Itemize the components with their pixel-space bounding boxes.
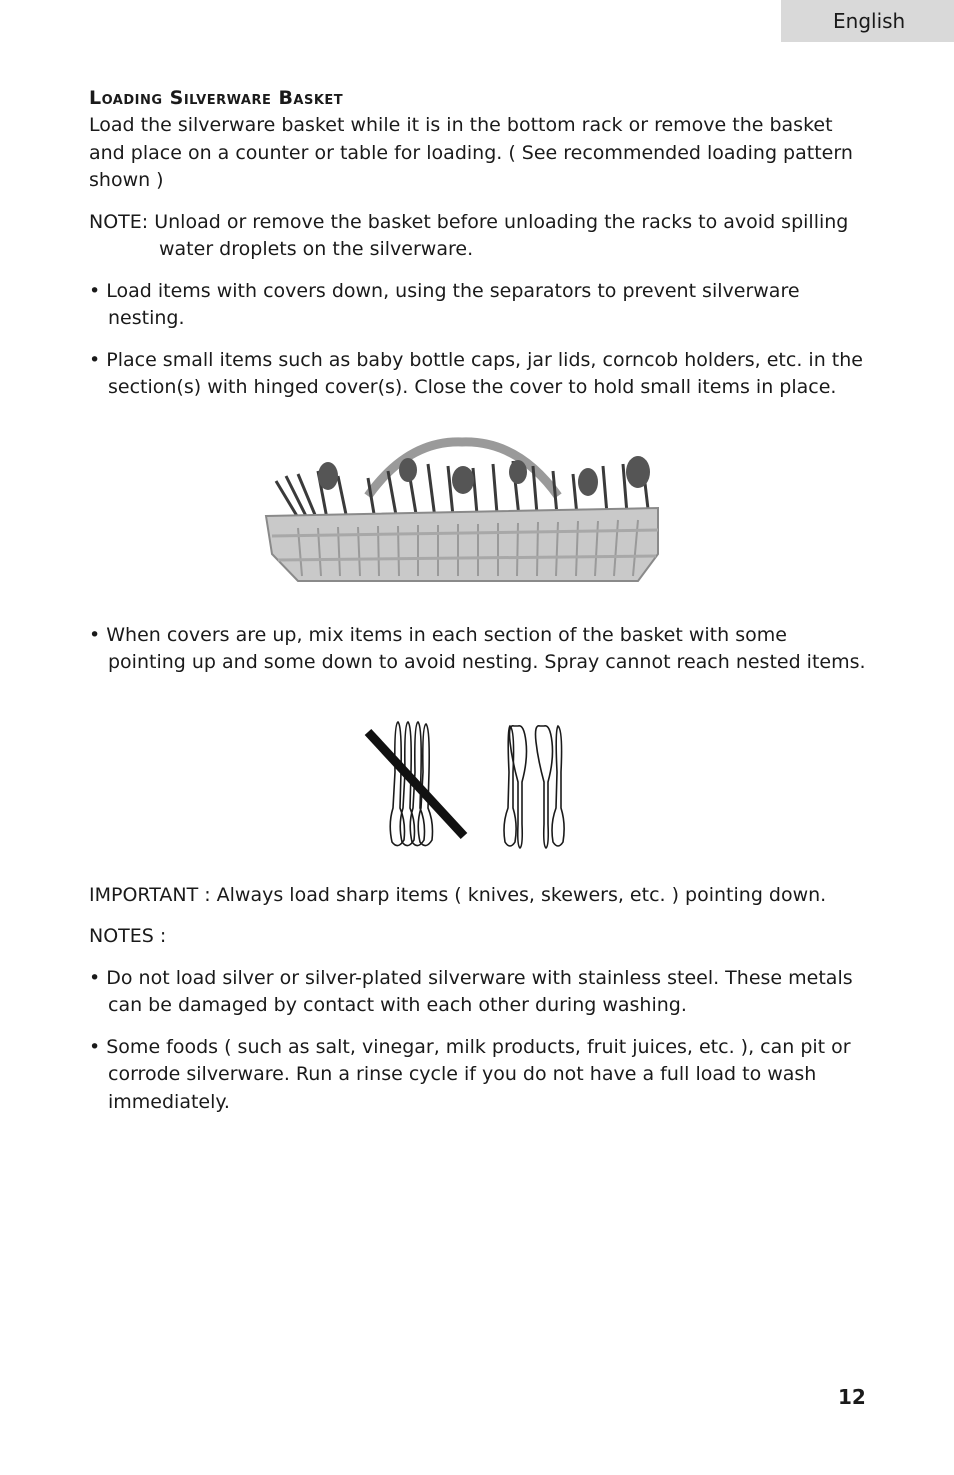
page-number: 12	[838, 1385, 866, 1409]
bullet-item: • Some foods ( such as salt, vinegar, milk products, fruit juices, etc. ), can pit or corrode silverware. Run a rinse cycle if you do not have a full load to wash immediately.	[89, 1035, 851, 1113]
language-tab: English	[781, 0, 954, 42]
page-content	[89, 84, 869, 1130]
note-paragraph: NOTE: Unload or remove the basket before unloading the racks to avoid spilling water droplets on the silverware.	[89, 210, 849, 260]
nesting-diagram-image	[360, 712, 572, 854]
bullet-item: • Place small items such as baby bottle caps, jar lids, corncob holders, etc. in the section(s) with hinged cover(s). Close the cover to hold small items in place.	[89, 348, 863, 398]
bullet-item: • When covers are up, mix items in each section of the basket with some pointing up and some down to avoid nesting. Spray cannot reach nested items.	[89, 623, 866, 673]
intro-paragraph: Load the silverware basket while it is in the bottom rack or remove the basket and place on a counter or table for loading. ( See recommended loading pattern shown )	[89, 114, 853, 191]
notes-label: NOTES :	[89, 925, 167, 947]
important-paragraph: IMPORTANT : Always load sharp items ( knives, skewers, etc. ) pointing down.	[89, 883, 827, 906]
silverware-basket-image	[258, 436, 666, 588]
section-heading: Loading Silverware Basket	[89, 87, 344, 109]
bullet-item: • Do not load silver or silver-plated silverware with stainless steel. These metals can be damaged by contact with each other during washing.	[89, 966, 853, 1016]
bullet-item: • Load items with covers down, using the separators to prevent silverware nesting.	[89, 279, 800, 329]
